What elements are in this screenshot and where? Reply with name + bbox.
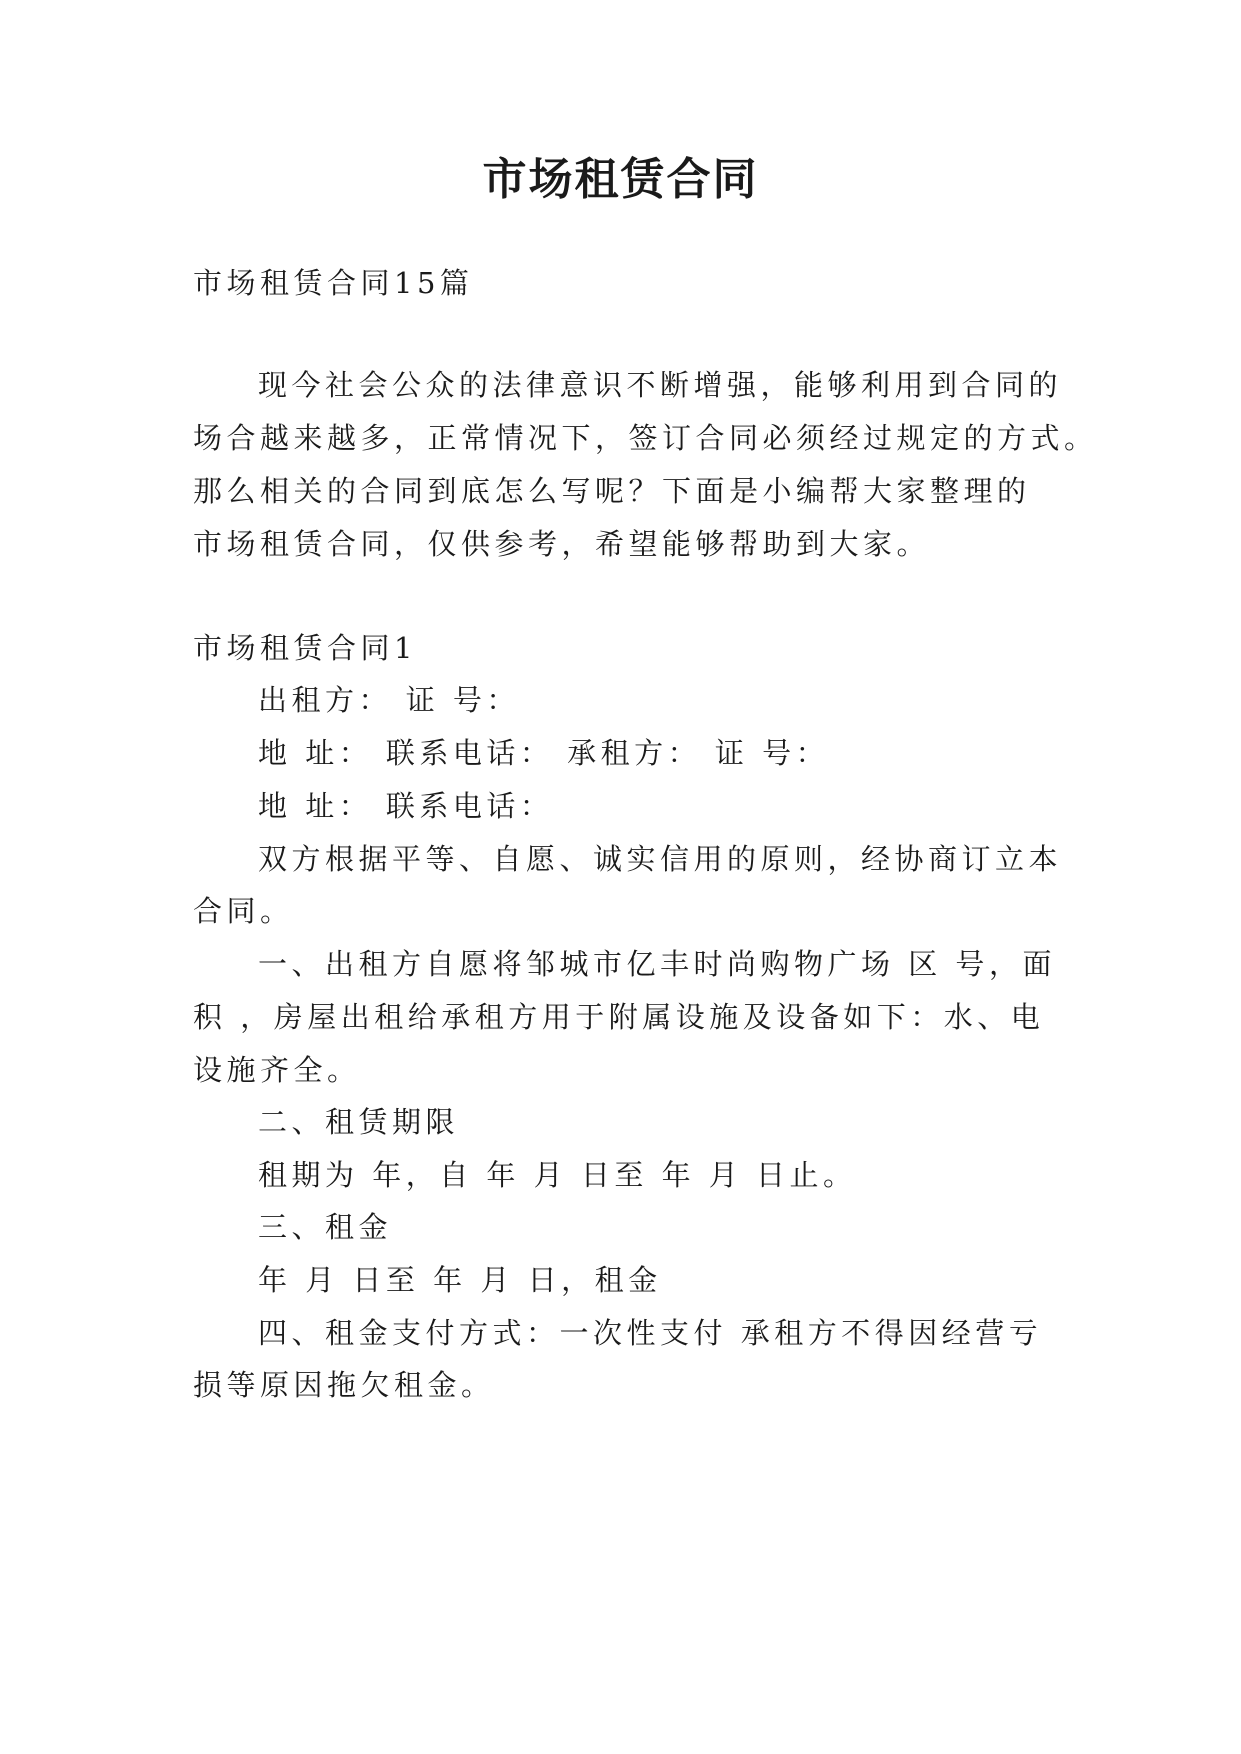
document-subtitle: 市场租赁合同15篇 — [193, 266, 474, 300]
body-line: 年 月 日至 年 月 日，租金 — [258, 1263, 662, 1297]
body-line: 积 ，房屋出租给承租方用于附属设施及设备如下：水、电 — [193, 1000, 1045, 1034]
document-title: 市场租赁合同 — [482, 154, 759, 205]
body-line: 设施齐全。 — [193, 1053, 361, 1087]
section-heading: 市场租赁合同1 — [193, 631, 417, 665]
intro-line: 市场租赁合同，仅供参考，希望能够帮助到大家。 — [193, 527, 931, 561]
body-line: 双方根据平等、自愿、诚实信用的原则，经协商订立本 — [258, 842, 1063, 876]
body-line: 四、租金支付方式：一次性支付 承租方不得因经营亏 — [258, 1316, 1043, 1350]
body-line: 损等原因拖欠租金。 — [193, 1368, 495, 1402]
body-line: 地 址： 联系电话： — [258, 789, 554, 823]
intro-line: 现今社会公众的法律意识不断增强，能够利用到合同的 — [258, 368, 1063, 402]
body-line: 租期为 年，自 年 月 日至 年 月 日止。 — [258, 1158, 857, 1192]
body-line: 合同。 — [193, 894, 294, 928]
body-line: 三、租金 — [258, 1210, 393, 1244]
body-line: 二、租赁期限 — [258, 1105, 460, 1139]
intro-line: 场合越来越多，正常情况下，签订合同必须经过规定的方式。 — [193, 421, 1098, 455]
body-line: 出租方： 证 号： — [258, 683, 520, 717]
body-line: 地 址： 联系电话： 承租方： 证 号： — [258, 736, 830, 770]
intro-line: 那么相关的合同到底怎么写呢？下面是小编帮大家整理的 — [193, 474, 1031, 508]
body-line: 一、出租方自愿将邹城市亿丰时尚购物广场 区 号，面 — [258, 947, 1056, 981]
